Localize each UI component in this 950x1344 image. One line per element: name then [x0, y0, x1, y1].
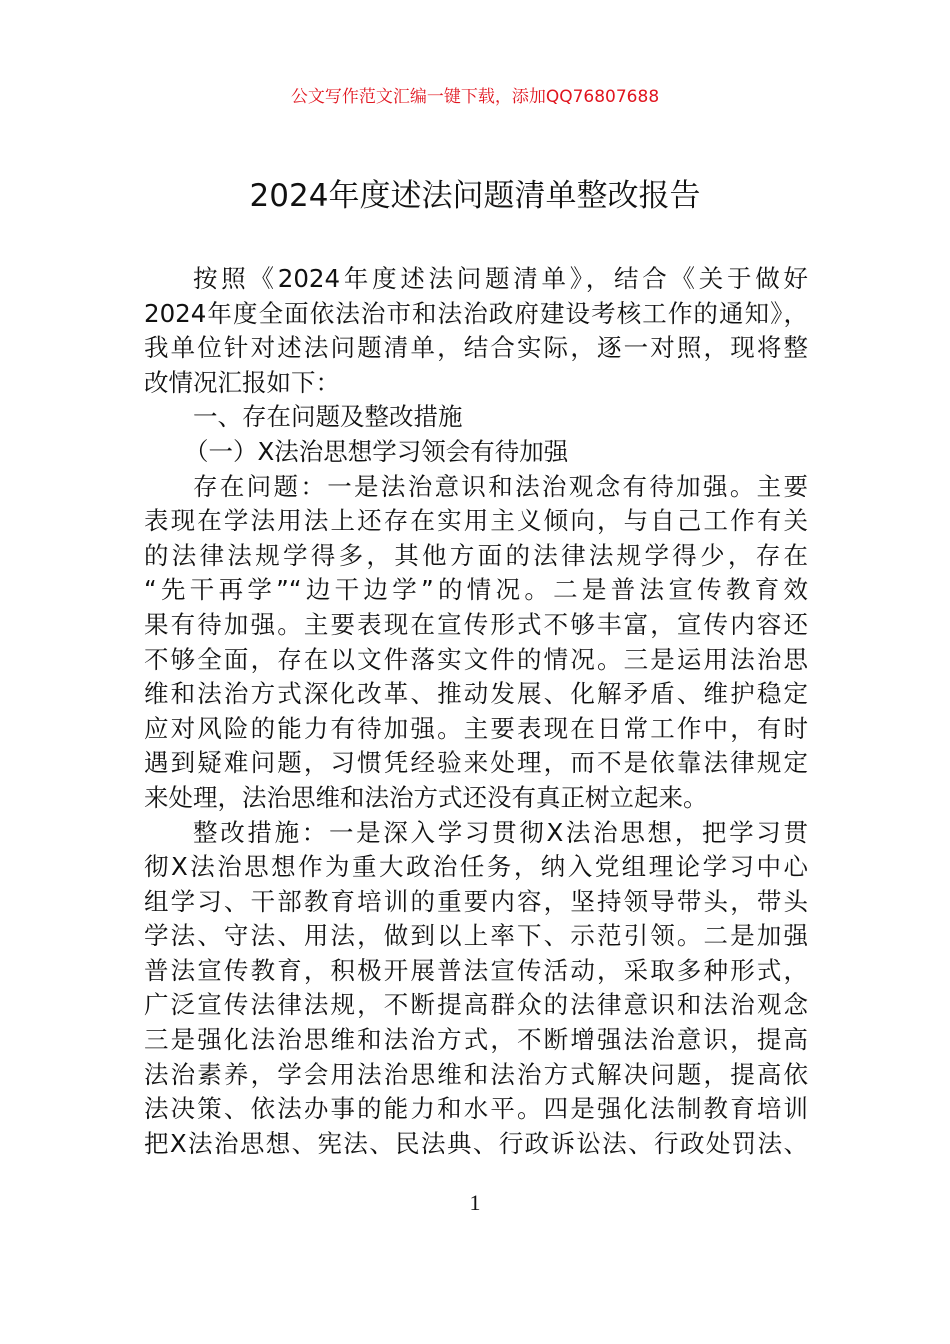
paragraph-intro-line: 按照《2024年度述法问题清单》，结合《关于做好 — [193, 264, 808, 293]
page-number: 1 — [469, 1190, 481, 1215]
paragraph-problems-line: 遇到疑难问题，习惯凭经验来处理，而不是依靠法律规定 — [144, 748, 808, 778]
paragraph-measures-line: 彻X法治思想作为重大政治任务，纳入党组理论学习中心 — [144, 852, 808, 882]
section-heading: 一、存在问题及整改措施 — [193, 402, 463, 432]
paragraph-measures-line: 把X法治思想、宪法、民法典、行政诉讼法、行政处罚法、 — [144, 1128, 808, 1158]
paragraph-problems-line: 存在问题：一是法治意识和法治观念有待加强。主要 — [193, 471, 808, 501]
paragraph-intro-line: 2024年度全面依法治市和法治政府建设考核工作的通知》， — [144, 298, 808, 328]
paragraph-problems-line: 维和法治方式深化改革、推动发展、化解矛盾、维护稳定 — [144, 679, 808, 709]
paragraph-measures-line: 普法宣传教育，积极开展普法宣传活动，采取多种形式， — [144, 955, 808, 985]
paragraph-problems-line: 应对风险的能力有待加强。主要表现在日常工作中，有时 — [144, 713, 808, 743]
paragraph-measures-line: 整改措施：一是深入学习贯彻X法治思想，把学习贯 — [193, 817, 808, 847]
paragraph-intro-line: 改情况汇报如下： — [144, 367, 340, 397]
paragraph-measures-line: 三是强化法治思维和法治方式，不断增强法治意识，提高 — [144, 1025, 808, 1055]
paragraph-measures-line: 法治素养，学会用法治思维和法治方式解决问题，提高依 — [144, 1059, 808, 1089]
paragraph-problems-line: 果有待加强。主要表现在宣传形式不够丰富，宣传内容还 — [144, 609, 808, 639]
paragraph-measures-line: 组学习、干部教育培训的重要内容，坚持领导带头，带头 — [144, 886, 808, 916]
subsection-heading: （一）X法治思想学习领会有待加强 — [184, 436, 569, 466]
paragraph-problems-line: 的法律法规学得多，其他方面的法律法规学得少，存在 — [144, 540, 808, 570]
document-title: 2024年度述法问题清单整改报告 — [249, 178, 701, 214]
paragraph-intro-line: 我单位针对述法问题清单，结合实际，逐一对照，现将整 — [144, 333, 808, 363]
promo-banner: 公文写作范文汇编一键下载，添加QQ76807688 — [290, 87, 660, 107]
paragraph-measures-line: 广泛宣传法律法规，不断提高群众的法律意识和法治观念 — [144, 990, 808, 1020]
document-body — [144, 262, 808, 1161]
paragraph-problems-line: 不够全面，存在以文件落实文件的情况。三是运用法治思 — [144, 644, 808, 674]
paragraph-measures-line: 法决策、依法办事的能力和水平。四是强化法制教育培训 — [144, 1094, 808, 1124]
paragraph-problems-line: 表现在学法用法上还存在实用主义倾向，与自己工作有关 — [144, 506, 808, 536]
paragraph-measures-line: 学法、守法、用法，做到以上率下、示范引领。二是加强 — [144, 921, 808, 951]
paragraph-problems-line: 来处理，法治思维和法治方式还没有真正树立起来。 — [144, 782, 708, 812]
paragraph-problems-line: “先干再学”“边干边学”的情况。二是普法宣传教育效 — [144, 575, 808, 605]
